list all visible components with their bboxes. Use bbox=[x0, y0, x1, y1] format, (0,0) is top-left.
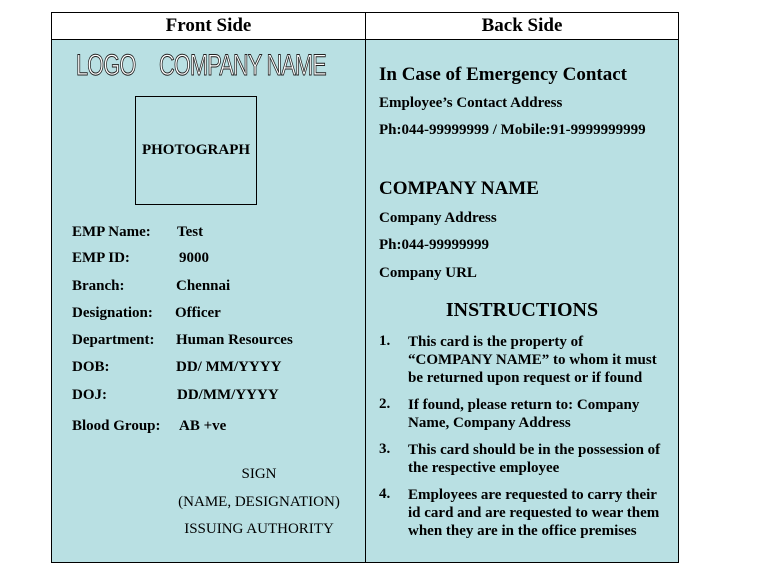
field-label-designation: Designation: bbox=[72, 305, 153, 321]
emergency-contact-address: Employee’s Contact Address bbox=[379, 95, 563, 111]
field-label-blood-group: Blood Group: bbox=[72, 418, 161, 434]
sign-name-designation: (NAME, DESIGNATION) bbox=[178, 494, 340, 510]
instruction-text: This card should be in the possession of the respective employee bbox=[408, 442, 661, 476]
field-value-emp-id: 9000 bbox=[179, 250, 209, 266]
front-side-header: Front Side bbox=[52, 13, 365, 40]
field-value-designation: Officer bbox=[175, 305, 221, 321]
id-card-template bbox=[51, 12, 679, 563]
back-company-name: COMPANY NAME bbox=[379, 178, 539, 199]
field-label-dob: DOB: bbox=[72, 359, 110, 375]
instruction-number: 1. bbox=[379, 333, 391, 349]
back-side-header: Back Side bbox=[366, 13, 678, 40]
instruction-text: Employees are requested to carry their id card and are requested to wear them when they are in the office premises bbox=[408, 487, 660, 539]
field-label-branch: Branch: bbox=[72, 278, 125, 294]
front-company-name: COMPANY NAME bbox=[159, 49, 326, 82]
company-url: Company URL bbox=[379, 265, 477, 281]
photograph-label: PHOTOGRAPH bbox=[141, 142, 251, 158]
photograph-box bbox=[135, 96, 257, 205]
company-address: Company Address bbox=[379, 210, 497, 226]
column-divider bbox=[365, 13, 366, 562]
field-label-emp-name: EMP Name: bbox=[72, 224, 151, 240]
instruction-number: 2. bbox=[379, 396, 391, 412]
field-value-doj: DD/MM/YYYY bbox=[177, 387, 279, 403]
field-value-blood-group: AB +ve bbox=[179, 418, 227, 434]
field-value-department: Human Resources bbox=[176, 332, 293, 348]
instruction-text: This card is the property of “COMPANY NAME” to whom it must be returned upon request or if found bbox=[408, 334, 657, 386]
sign-issuing-authority: ISSUING AUTHORITY bbox=[184, 521, 334, 537]
instruction-number: 4. bbox=[379, 486, 391, 502]
logo-placeholder: LOGO bbox=[76, 49, 136, 82]
instruction-number: 3. bbox=[379, 441, 391, 457]
field-value-dob: DD/ MM/YYYY bbox=[176, 359, 282, 375]
sign-label: SIGN bbox=[241, 466, 277, 482]
field-label-department: Department: bbox=[72, 332, 155, 348]
emergency-contact-title: In Case of Emergency Contact bbox=[379, 64, 628, 85]
field-value-branch: Chennai bbox=[176, 278, 231, 294]
field-label-emp-id: EMP ID: bbox=[72, 250, 130, 266]
instruction-text: If found, please return to: Company Name, Company Address bbox=[408, 397, 640, 431]
company-phone: Ph:044-99999999 bbox=[379, 237, 489, 253]
field-value-emp-name: Test bbox=[177, 224, 204, 240]
field-label-doj: DOJ: bbox=[72, 387, 107, 403]
instructions-title: INSTRUCTIONS bbox=[445, 299, 599, 321]
emergency-contact-phone: Ph:044-99999999 / Mobile:91-9999999999 bbox=[379, 122, 646, 138]
